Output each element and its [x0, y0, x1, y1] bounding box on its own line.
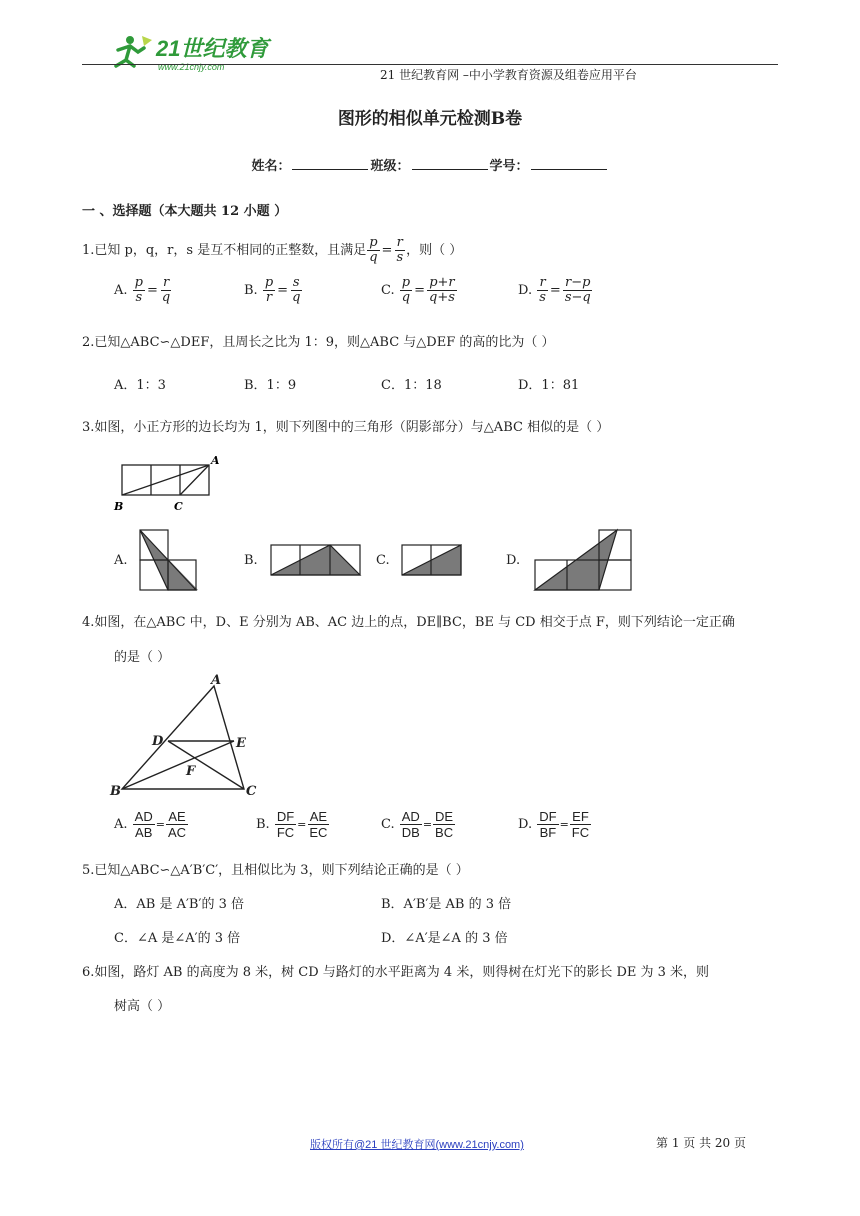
class-label: 班级： [370, 159, 410, 174]
header-rule [82, 64, 778, 65]
question-1: 1.已知 p，q，r，s 是互不相同的正整数，且满足 $\frac{p}{q}$ = $\frac{r}{s}$ ，则（ ） [82, 235, 463, 265]
question-1-text: 1.已知 p，q，r，s 是互不相同的正整数，且满足 [82, 243, 367, 258]
question-2: 2.已知△ABC∽△DEF，且周长之比为 1：9，则△ABC 与△DEF 的高的比为（ ） [82, 335, 555, 350]
question-6: 6.如图，路灯 AB 的高度为 8 米，树 CD 与路灯的水平距离为 4 米，则得树在灯光下的影长 DE 为 3 米，则 [82, 965, 710, 980]
q3-reference-figure [112, 454, 224, 514]
q4-label-b: B [110, 784, 121, 799]
q3-option-d-label[interactable]: D. [506, 553, 521, 568]
question-1-tail: ，则（ ） [406, 243, 463, 258]
q3-option-a-figure[interactable] [138, 528, 200, 592]
q1-frac-a: $\frac{p}{q}$ [369, 235, 378, 265]
question-4: 4.如图，在△ABC 中，D、E 分别为 AB、AC 边上的点，DE∥BC，BE 与 CD 相交于点 F，则下列结论一定正确 [82, 615, 735, 630]
q1-option-a[interactable]: A. $\frac{p}{s}$ = $\frac{r}{q}$ [114, 275, 171, 305]
q5-option-a[interactable]: A．AB 是 A′B′的 3 倍 [114, 897, 244, 912]
class-blank [412, 157, 488, 170]
q4-triangle-figure [108, 672, 264, 800]
logo-url: www.21cnjy.com [158, 62, 225, 72]
document-title: 图形的相似单元检测B卷 [337, 109, 523, 129]
q4-label-e: E [236, 736, 246, 751]
question-6-cont: 树高（ ） [114, 999, 171, 1014]
page-number: 第 1 页 共 20 页 [656, 1136, 746, 1150]
q4-label-d: D [152, 734, 164, 749]
q3-option-d-figure[interactable] [533, 528, 633, 592]
name-label: 姓名： [251, 159, 291, 174]
q2-option-b[interactable]: B．1：9 [244, 378, 297, 393]
q3-option-a-label[interactable]: A. [114, 553, 128, 568]
q2-option-a[interactable]: A．1：3 [114, 378, 166, 393]
q5-option-d[interactable]: D．∠A′是∠A 的 3 倍 [381, 931, 508, 946]
question-3: 3.如图，小正方形的边长均为 1，则下列图中的三角形（阴影部分）与△ABC 相似的是（ ） [82, 420, 610, 435]
q3-option-c-figure[interactable] [401, 544, 463, 578]
number-blank [531, 157, 607, 170]
q3-label-a: A [211, 454, 220, 467]
q3-label-c: C [174, 500, 183, 513]
site-logo [108, 30, 278, 74]
q5-option-b[interactable]: B．A′B′是 AB 的 3 倍 [381, 897, 512, 912]
q5-option-c[interactable]: C．∠A 是∠A′的 3 倍 [114, 931, 241, 946]
section-heading: 一 、选择题（本大题共 12 小题 ） [82, 204, 288, 219]
q3-option-b-label[interactable]: B. [244, 553, 258, 568]
q2-option-c[interactable]: C．1：18 [381, 378, 442, 393]
q4-label-f: F [186, 764, 196, 779]
q4-option-b[interactable]: B. $\frac{DF}{FC}$ = $\frac{AE}{EC}$ [256, 809, 328, 840]
q1-option-c[interactable]: C. $\frac{p}{q}$ = $\frac{p+r}{q+s}$ [381, 275, 455, 305]
copyright-link[interactable]: 版权所有@21 世纪教育网(www.21cnjy.com) [310, 1139, 524, 1151]
q1-frac-b: $\frac{r}{s}$ [396, 235, 404, 265]
question-5: 5.已知△ABC∽△A′B′C′，且相似比为 3，则下列结论正确的是（ ） [82, 863, 469, 878]
q1-option-d[interactable]: D. $\frac{r}{s}$ = $\frac{r-p}{s-q}$ [518, 275, 591, 305]
q3-label-b: B [114, 500, 124, 513]
q4-option-c[interactable]: C. $\frac{AD}{DB}$ = $\frac{DE}{BC}$ [381, 809, 454, 840]
q4-label-c: C [246, 784, 257, 799]
number-label: 学号： [489, 159, 529, 174]
q3-option-c-label[interactable]: C. [376, 553, 390, 568]
q4-label-a: A [211, 673, 222, 688]
q4-option-d[interactable]: D. $\frac{DF}{BF}$ = $\frac{EF}{FC}$ [518, 809, 590, 840]
student-info [0, 155, 860, 174]
site-title: 21 世纪教育网 –中小学教育资源及组卷应用平台 [380, 68, 637, 82]
logo-text: 21世纪教育 [156, 36, 269, 61]
runner-icon [116, 36, 152, 66]
name-blank [292, 157, 368, 170]
q3-option-b-figure[interactable] [270, 544, 362, 578]
q2-option-d[interactable]: D．1：81 [518, 378, 580, 393]
question-4-cont: 的是（ ） [114, 650, 171, 665]
q4-option-a[interactable]: A. $\frac{AD}{AB}$ = $\frac{AE}{AC}$ [114, 809, 187, 840]
q1-option-b[interactable]: B. $\frac{p}{r}$ = $\frac{s}{q}$ [244, 275, 301, 305]
